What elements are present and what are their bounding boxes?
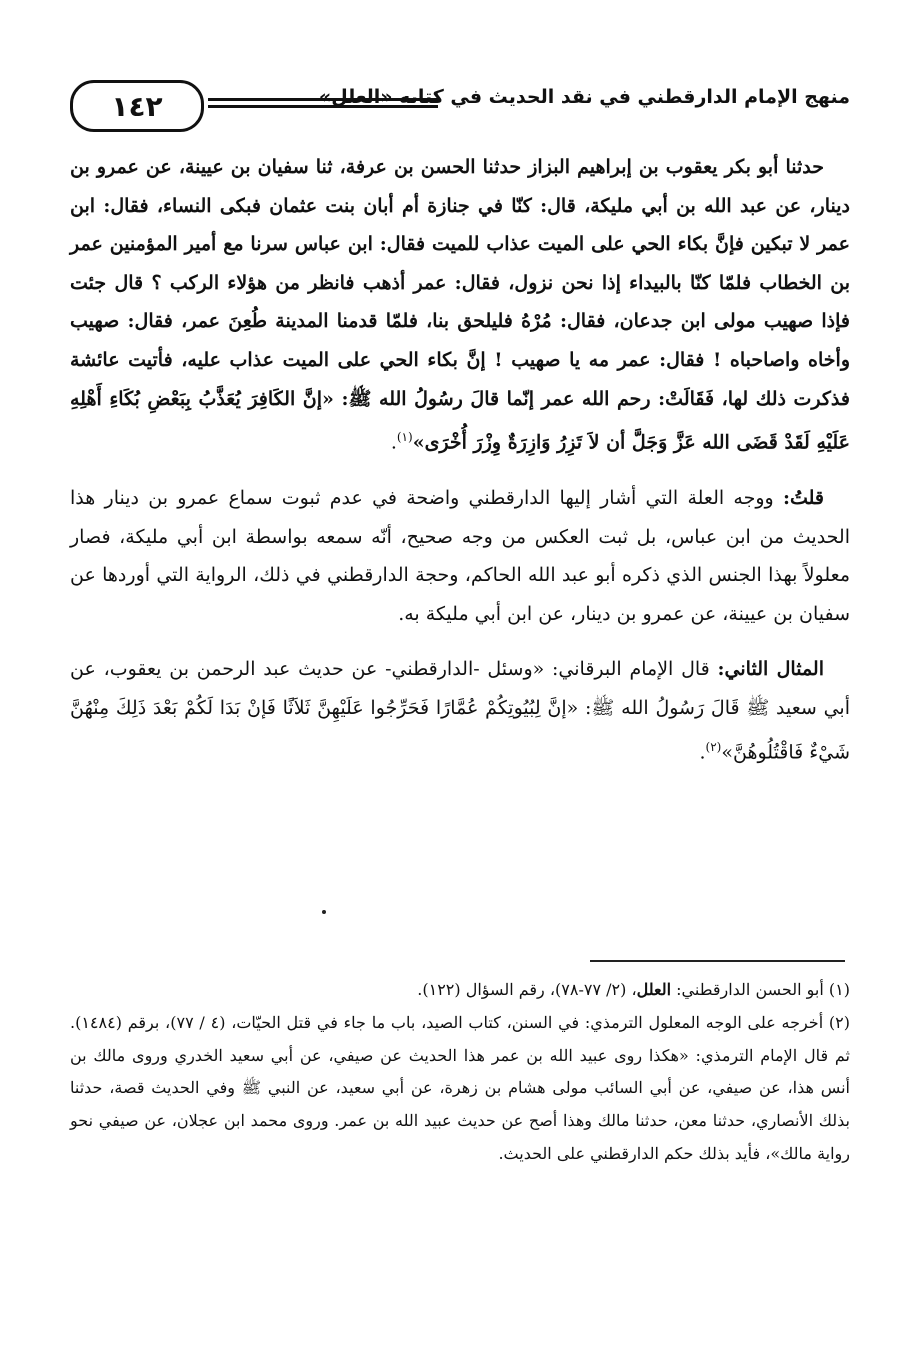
footnote-number: (١): [828, 980, 850, 999]
footnote-text: ، (٢/ ٧٧-٧٨)، رقم السؤال (١٢٢).: [417, 980, 637, 999]
comment-lead: قلتُ:: [782, 487, 825, 510]
running-title: منهج الإمام الدارقطني في نقد الحديث في كتابه «العلل»: [318, 86, 850, 108]
paragraph-end: .: [390, 431, 397, 454]
example-text: قال الإمام البرقاني: «وسئل -الدارقطني- عن حديث عبد الرحمن بن يعقوب، عن أبي سعيد ﷺ قَالَ رَسُولُ الله ﷺ: «إنَّ لِبُيُوتِكُمْ عُمَّارًا فَحَرِّجُوا عَلَيْهِنَّ ثَلاَثًا فَإنْ بَدَا لَكُمْ بَعْدَ ذَلِكَ مِنْهُنَّ شَيْءٌ فَاقْتُلُوهُنَّ»: [70, 658, 850, 763]
hadith-text: حدثنا أبو بكر يعقوب بن إبراهيم البزاز حدثنا الحسن بن عرفة، ثنا سفيان بن عيينة، عن عمرو بن دينار، عن عبد الله بن أبي مليكة، قال: كنّا في جنازة أم أبان بنت عثمان فبكى النساء، فقال: ابن عمر لا تبكين فإنَّ بكاء الحي على الميت عذاب للميت فقال: ابن عباس سرنا مع أمير المؤمنين عمر بن الخطاب فلمّا كنّا بالبيداء إذا نحن نزول، فقال: عمر أذهب فانظر من هؤلاء الركب ؟ قال جئت فإذا صهيب مولى ابن جدعان، فقال: مُرْهُ فليلحق بنا، فلمّا قدمنا المدينة طُعِنَ عمر، فقال: صهيب وأخاه واصاحباه ! فقال: عمر مه يا صهيب ! إنَّ بكاء الحي على الميت عذاب عليه، فأتيت عائشة فذكرت ذلك لها، فَقَالَتْ: رحم الله عمر إنّما قالَ رسُولُ الله ﷺ: «إنَّ الكَافِرَ يُعَذَّبُ بِبَعْضِ بُكَاءِ أَهْلِهِ عَلَيْهِ لَقَدْ قَضَى الله عَزَّ وَجَلَّ أن لاَ تَزِرُ وَازِرَةٌ وِزْرَ أُخْرَى»: [70, 156, 851, 454]
paragraph-end: .: [699, 740, 706, 763]
comment-text: ووجه العلة التي أشار إليها الدارقطني واضحة في عدم ثبوت سماع عمرو بن دينار هذا الحديث من ابن عباس، بل ثبت العكس من وجه صحيح، أنّه سمعه بواسطة ابن أبي مليكة، فصار معلولاً بهذا الجنس الذي ذكره أبو عبد الله الحاكم، وحجة الدارقطني في ذلك، الرواية التي أوردها عن سفيان بن عيينة، عن عمرو بن دينار، عن ابن أبي مليكة به.: [70, 487, 850, 625]
paragraph-comment: [70, 479, 850, 633]
footnote-book-title: العلل: [636, 980, 672, 999]
footnote-text: أبو الحسن الدارقطني:: [671, 980, 824, 999]
main-text: [70, 148, 850, 772]
footnote-1: [70, 974, 850, 1007]
stray-dot: [322, 910, 326, 914]
footnote-text: أخرجه على الوجه المعلول الترمذي: في السنن، كتاب الصيد، باب ما جاء في قتل الحيّات، (٤ / ٧٧)، برقم (١٤٨٤). ثم قال الإمام الترمذي: «هكذا روى عبيد الله بن عمر هذا الحديث عن صيفي، عن أبي سعيد الخدري وروى مالك بن أنس هذا، عن صيفي، عن أبي السائب مولى هشام بن زهرة، عن أبي سعيد، عن النبي ﷺ وفي الحديث قصة، حدثنا بذلك الأنصاري، حدثنا معن، حدثنا مالك وهذا أصح عن حديث عبيد الله بن عمر. وروى محمد ابن عجلان، عن صيفي نحو رواية مالك»، فأيد بذلك حكم الدارقطني على الحديث.: [70, 1012, 850, 1163]
example-lead: المثال الثاني:: [717, 658, 824, 681]
page-number: ١٤٢: [70, 80, 204, 132]
page-header: [70, 80, 850, 130]
footnote-2: [70, 1007, 850, 1171]
footnote-divider: [590, 960, 845, 962]
paragraph-hadith: [70, 148, 850, 462]
footnote-ref-2: (٢): [705, 739, 722, 754]
footnote-number: (٢): [828, 1012, 851, 1032]
footnotes: [70, 974, 850, 1171]
footnote-ref-1: (١): [396, 430, 413, 445]
paragraph-example-two: [70, 650, 850, 771]
